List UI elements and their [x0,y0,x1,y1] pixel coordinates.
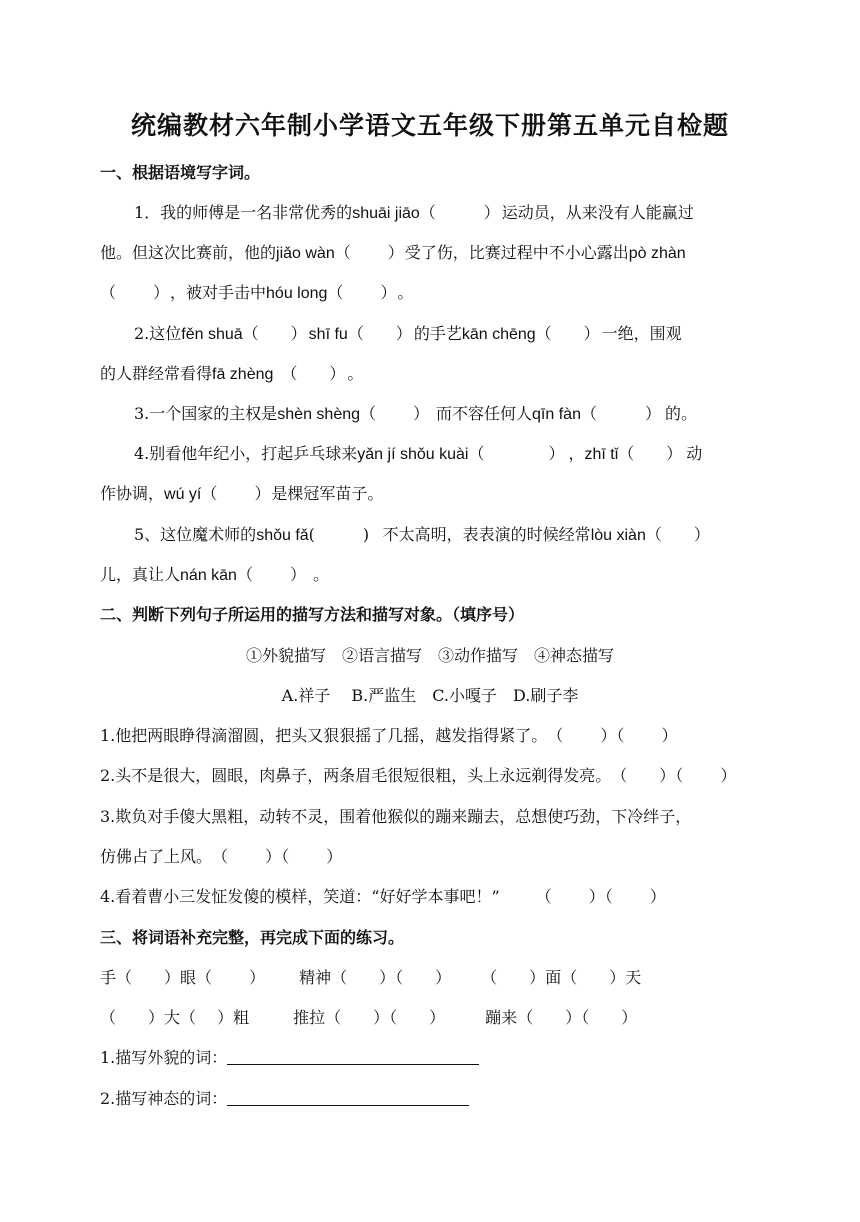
q1-blank-4[interactable]: （ ） [327,283,397,302]
q2-line1 [134,322,764,347]
exercise2-answer-line[interactable] [227,1087,469,1106]
q1-text-e: ，被对手击中 [170,283,267,302]
q1-pinyin-1: shuāi jiāo [352,205,420,222]
q2-blank-4[interactable]: （ ） [273,364,346,383]
q4-pinyin-1: yǎn jí shǒu kuài [357,446,469,463]
section1-heading: 一、根据语境写字词。 [100,163,261,182]
q3-blank-2[interactable]: （ ） [580,404,661,423]
q1-line3 [100,281,764,306]
q1-text-c: 他。但这次比赛前，他的 [100,243,277,262]
idiom5-chars: 推拉 [293,1008,326,1027]
s3-line2 [100,845,764,869]
q1-text-b: 运动员，从来没有人能赢过 [501,203,694,222]
idiom4-blank-2[interactable]: （ ） [180,1008,234,1027]
method-options: ①外貌描写 ②语言描写 ③动作描写 ④神态描写 [245,646,614,665]
s1-line [100,724,764,748]
q5-text-b: 不太高明，表表演的时候经常 [382,525,591,544]
q5-blank-2[interactable]: （ ） [645,525,710,544]
s4-line [100,885,764,909]
idiom2-blanks[interactable]: （ ）（ ） [331,968,452,987]
s2-answers[interactable]: （ ）（ ） [611,766,737,785]
idiom6-chars: 蹦来 [485,1008,518,1027]
q5-text-d: 。 [312,565,329,584]
q4-pinyin-2: zhī tǐ [584,446,619,463]
q4-blank-2[interactable]: （ ） [618,444,683,463]
q2-line2 [100,362,764,387]
s1-answers[interactable]: （ ）（ ） [547,726,678,745]
q2-blank-3[interactable]: （ ） [535,324,600,343]
section3-heading: 三、将词语补充完整，再完成下面的练习。 [100,928,405,947]
q1-text-d: 受了伤，比赛过程中不小心露出 [404,243,629,262]
exercise1-answer-line[interactable] [227,1046,479,1065]
s4-text: 4.看着曹小三发怔发傻的模样，笑道：“好好学本事吧！” [100,887,500,906]
q2-text-a: 2.这位 [134,324,182,343]
q1-blank-2[interactable]: （ ） [334,243,404,262]
q5-text-a: 5、这位魔术师的 [134,525,257,544]
idiom1-blank-1[interactable]: （ ） [116,968,181,987]
q5-pinyin-2: lòu xiàn [590,527,646,544]
idiom-row-1 [100,966,764,990]
s4-answers[interactable]: （ ）（ ） [535,887,666,906]
q2-text-e: 。 [347,364,364,383]
idiom6-blanks[interactable]: （ ）（ ） [517,1008,638,1027]
q1-text-f: 。 [397,283,414,302]
s3-text-b: 仿佛占了上风。 [100,847,213,866]
q1-blank-3[interactable]: （ ） [100,283,170,302]
q1-line2 [100,241,764,266]
idiom4-blank-1[interactable]: （ ） [100,1008,165,1027]
q4-blank-1[interactable]: （ ） [468,444,565,463]
s1-text: 1.他把两眼睁得滴溜圆，把头又狠狠摇了几摇，越发指得紧了。 [100,726,548,745]
q3-line [134,402,764,427]
q3-pinyin-1: shèn shèng [277,406,361,423]
q1-pinyin-4: hóu long [266,285,328,302]
q3-blank-1[interactable]: （ ） [360,404,430,423]
q5-pinyin-3: nán kān [180,567,237,584]
idiom3-char-a: 面 [545,968,562,987]
q5-blank-3[interactable]: （ ） [236,565,307,584]
idiom1-char-a: 手 [100,968,117,987]
idiom3-blank-2[interactable]: （ ） [561,968,626,987]
idiom4-char-a: 大 [164,1008,181,1027]
q2-text-d: 的人群经常看得 [100,364,213,383]
exercise-2 [100,1087,764,1111]
q5-blank-1[interactable]: ( ) [308,525,370,544]
s2-line [100,764,764,788]
s3-line1 [100,805,764,829]
q2-blank-2[interactable]: （ ） [347,324,412,343]
q2-text-b: 的手艺 [413,324,462,343]
page-title: 统编教材六年制小学语文五年级下册第五单元自检题 [130,111,729,140]
exercise2-label: 2.描写神态的词： [100,1089,228,1108]
idiom1-blank-2[interactable]: （ ） [196,968,266,987]
target-options: A.祥子 B.严监生 C.小嘎子 D.刷子李 [281,686,579,705]
s3-answers[interactable]: （ ）（ ） [212,847,343,866]
idiom3-blank-1[interactable]: （ ） [481,968,546,987]
q4-text-b: ， [568,444,585,463]
idiom4-char-b: 粗 [233,1008,250,1027]
q4-line2 [100,482,764,507]
q2-pinyin-4: fā zhèng [212,366,274,383]
idiom1-char-b: 眼 [180,968,197,987]
q2-pinyin-2: shī fu [308,326,348,343]
idiom-row-2 [100,1006,764,1030]
section2-heading: 二、判断下列句子所运用的描写方法和描写对象。（填序号） [100,605,525,624]
q3-pinyin-2: qīn fàn [532,406,581,423]
q5-pinyin-1: shǒu fǎ [256,527,309,544]
exercise1-label: 1.描写外貌的词： [100,1048,228,1067]
q1-line1 [134,201,764,226]
q3-text-b: 而不容任何人 [436,404,533,423]
q2-blank-1[interactable]: （ ） [242,324,307,343]
q4-text-c: 动 [686,444,703,463]
q4-text-d: 作协调， [100,484,165,503]
idiom2-chars: 精神 [299,968,332,987]
q1-pinyin-2: jiǎo wàn [276,245,335,262]
q4-blank-3[interactable]: （ ） [201,484,271,503]
q5-line1 [134,523,764,548]
s3-text-a: 3.欺负对手傻大黑粗，动转不灵，围着他猴似的蹦来蹦去，总想使巧劲，下冷绊子， [100,807,692,826]
q5-line2 [100,563,764,588]
idiom5-blanks[interactable]: （ ）（ ） [325,1008,446,1027]
exercise-1 [100,1046,764,1070]
q4-text-a: 4.别看他年纪小，打起乒乓球来 [134,444,358,463]
q4-pinyin-3: wú yí [164,486,202,503]
q3-text-a: 3.一个国家的主权是 [134,404,278,423]
q3-text-c: 的。 [664,404,697,423]
idiom3-char-b: 天 [625,968,642,987]
q1-blank-1[interactable]: （ ） [419,203,500,222]
q2-text-c: 一绝，围观 [601,324,682,343]
q1-text-a: 1．我的师傅是一名非常优秀的 [134,203,353,222]
q5-text-c: 儿，真让人 [100,565,181,584]
q1-pinyin-3: pò zhàn [628,245,686,262]
s2-text: 2.头不是很大，圆眼，肉鼻子，两条眉毛很短很粗，头上永远剃得发亮。 [100,766,612,785]
q2-pinyin-1: fěn shuā [181,326,243,343]
q4-line1 [134,442,764,467]
q4-text-e: 是棵冠军苗子。 [271,484,384,503]
q2-pinyin-3: kān chēng [461,326,536,343]
